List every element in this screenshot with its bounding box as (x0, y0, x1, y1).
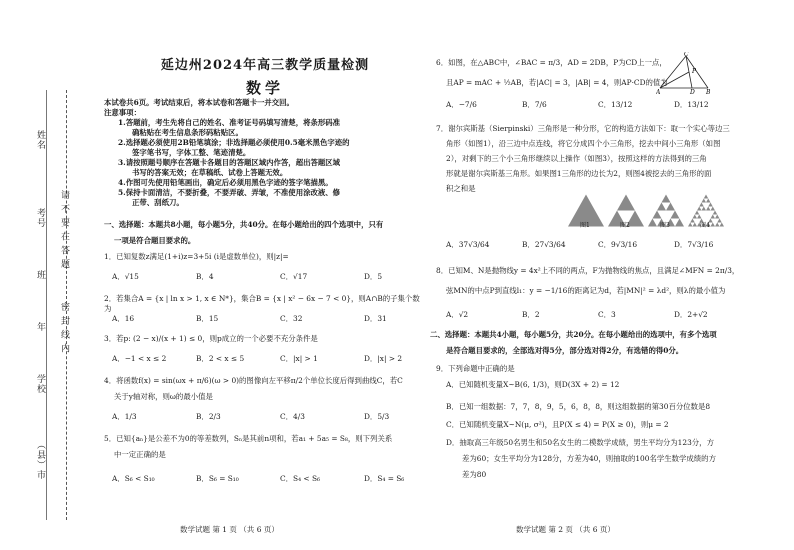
option-b: B．15 (196, 314, 219, 323)
question-stem: 5．已知{aₙ}是公差不为0的等差数列，Sₙ是其前n项和，若a₁ + 5a₅ = S₈，则下列关系 (104, 434, 393, 443)
question-stem: 7．谢尔宾斯基（Sierpinski）三角形是一种分形，它的构造方法如下：取一个实心等边三 (436, 124, 730, 133)
question-stem: 6．如图，在△ABC中，∠BAC = π/3，AD = 2DB，P为CD上一点， (436, 58, 667, 67)
option-c: C．13/12 (598, 100, 633, 109)
question-stem-cont: 2），对剩下的三个小三角形继续以上操作（如图3），按照这样的方法得到的三角 (446, 154, 707, 163)
note-line: 2.选择题必须使用2B铅笔填涂；非选择题必须使用0.5毫米黑色字迹的 (118, 138, 350, 147)
option-c: C．S₄ < S₆ (280, 474, 320, 483)
option-d: D．S₄ = S₆ (364, 474, 405, 483)
option-b: B．2/3 (196, 412, 221, 421)
note-line: 3.请按照题号顺序在答题卡各题目的答题区域内作答，超出答题区域 (118, 158, 341, 167)
notes-heading: 注意事项： (104, 108, 141, 117)
point-label: D (690, 89, 695, 94)
right-column (430, 0, 781, 550)
point-label: A (656, 89, 661, 94)
option-c: C．4/3 (280, 412, 305, 421)
option-a: A．37√3/64 (446, 240, 490, 249)
page-footer: 数学试题 第 2 页 （共 6 页） (516, 525, 615, 534)
option-a: A．−7/6 (446, 100, 477, 109)
option-d: D．13/12 (674, 100, 709, 109)
question-stem-cont: 关于y轴对称，则ω的最小值是 (114, 392, 213, 401)
option-b: B．2 < x ≤ 5 (196, 354, 245, 363)
triangle-figure (656, 52, 712, 94)
subject-title: 数学 (245, 79, 284, 97)
section1-heading-cont: 一项是符合题目要求的。 (114, 236, 196, 245)
statement-b: B．已知一组数据：7，7，8，9，5，6，8，8，则这组数据的第30百分位数是8 (446, 402, 711, 411)
option-b: B．7/6 (522, 100, 547, 109)
option-b: B．4 (196, 272, 214, 281)
seal-line-notice: 密 封 线 内 (59, 302, 69, 354)
option-b: B．27√3/64 (522, 240, 566, 249)
question-stem: 8．已知M、N是抛物线y = 4x²上不同的两点，F为抛物线的焦点，且满足∠MFN = 2π/3， (436, 266, 740, 275)
question-stem: 9．下列命题中正确的是 (436, 364, 515, 373)
option-d: D．5 (364, 272, 383, 281)
note-line: 确粘贴在考生信息条形码粘贴区。 (132, 128, 243, 137)
section2-heading-cont: 是符合题目要求的，全部选对得5分，部分选对得2分，有选错的得0分。 (446, 346, 684, 355)
figure-label: 图2 (620, 222, 630, 229)
question-stem-cont: 形就是谢尔宾斯基三角形。如果图1三角形的边长为2，则图4被挖去的三角形的面 (446, 169, 712, 178)
question-stem-cont: 且AP = mAC + ½AB，若|AC| = 3，|AB| = 4，则AP·CD的值为 (446, 78, 668, 87)
note-line: 4.作图可先使用铅笔画出，确定后必须用黑色字迹的签字笔描黑。 (118, 178, 333, 187)
statement-d: D．抽取高三年级50名男生和50名女生的二模数学成绩，男生平均分为123分，方 (446, 438, 714, 447)
option-c: C．32 (280, 314, 303, 323)
question-stem: 2．若集合A = {x | ln x > 1, x ∈ N*}，集合B = {x | x² − 6x − 7 < 0}，则A∩B的子集个数为 (104, 294, 420, 313)
question-stem-cont: 积之和是 (446, 184, 476, 193)
point-label: B (706, 89, 711, 94)
option-a: A．S₆ < S₁₀ (112, 474, 155, 483)
school-label: 学校 (35, 374, 45, 394)
binding-strip (6, 40, 86, 520)
question-stem: 4．将函数f(x) = sin(ωx + π/6)(ω > 0)的图像向左平移π/2个单位长度后得到曲线C，若C (104, 376, 403, 385)
option-a: A．√15 (112, 272, 139, 281)
option-b: B．2 (522, 310, 540, 319)
option-a: A．−1 < x ≤ 2 (112, 354, 167, 363)
exam-no-label: 考号 (35, 208, 45, 228)
option-d: D．31 (364, 314, 387, 323)
question-stem-cont: 中一定正确的是 (114, 450, 166, 459)
option-b: B．S₆ = S₁₀ (196, 474, 239, 483)
statement-c: C．已知随机变量X~N(μ, σ²)，且P(X ≤ 4) = P(X ≥ 0)，则μ = 2 (446, 420, 669, 429)
option-d: D．2+√2 (674, 310, 708, 319)
city-label: （县）市 (35, 440, 45, 480)
figure-label: 图3 (660, 222, 670, 229)
option-a: A．√2 (446, 310, 469, 319)
figure-label: 图1 (580, 222, 590, 229)
option-c: C．√17 (280, 272, 308, 281)
option-c: C．|x| > 1 (280, 354, 318, 363)
option-d: D．7√3/16 (674, 240, 714, 249)
option-c: C．3 (598, 310, 616, 319)
class-label: 班 (35, 270, 45, 280)
statement-d-cont: 差为60；女生平均分为128分，方差为40，则抽取的100名学生数学成绩的方 (462, 454, 716, 463)
note-line: 签字笔书写，字体工整、笔迹清楚。 (132, 148, 251, 157)
option-c: C．9√3/16 (598, 240, 638, 249)
option-d: D．5/3 (364, 412, 390, 421)
grade-label: 年 (35, 322, 45, 332)
point-label: P (692, 68, 697, 75)
question-stem-cont: 弦MN的中点P到直线l₁：y = −1/16的距离记为d，若|MN|² = λd²，则λ的最小值为 (446, 286, 726, 295)
name-label: 姓名 (35, 130, 45, 150)
section2-heading: 二、选择题：本题共4小题，每小题5分，共20分。在每小题给出的选项中，有多个选项 (430, 330, 717, 339)
question-stem-cont: 角形（如图1），沿三边中点连线，将它分成四个小三角形，挖去中间小三角形（如图 (446, 139, 721, 148)
section1-heading: 一、选择题：本题共8小题，每小题5分，共40分。在每小题给出的四个选项中，只有 (104, 220, 384, 229)
option-d: D．|x| > 2 (364, 354, 403, 363)
question-stem: 3．若p: (2 − x)/(x + 1) ≤ 0，则p成立的一个必要不充分条件是 (104, 334, 318, 343)
note-line: 书写的答案无效；在草稿纸、试卷上答题无效。 (132, 168, 288, 177)
note-line: 1.答题前，考生先将自己的姓名、准考证号码填写清楚，将条形码准 (118, 118, 341, 127)
intro-line: 本试卷共6页。考试结束后，将本试卷和答题卡一并交回。 (104, 98, 294, 107)
left-column (104, 0, 420, 550)
statement-a: A．已知随机变量X~B(6, 1/3)，则D(3X + 2) = 12 (446, 380, 620, 389)
page-footer: 数学试题 第 1 页 （共 6 页） (180, 525, 279, 534)
no-answer-notice: 请 不 要 在 答 题 (59, 190, 69, 270)
note-line: 正带、刮纸刀。 (132, 198, 184, 207)
figure-label: 图4 (700, 222, 710, 229)
question-stem: 1．已知复数z满足(1+i)z=3+5i (i是虚数单位)，则|z|= (104, 252, 289, 261)
option-a: A．1/3 (112, 412, 137, 421)
option-a: A．16 (112, 314, 135, 323)
statement-d-cont: 差为80 (462, 470, 487, 479)
note-line: 5.保持卡面清洁，不要折叠，不要弄破、弄皱，不准使用涂改液、修 (118, 188, 341, 197)
exam-title: 延边州2024年高三教学质量检测 (160, 58, 370, 73)
point-label: C (684, 52, 689, 58)
